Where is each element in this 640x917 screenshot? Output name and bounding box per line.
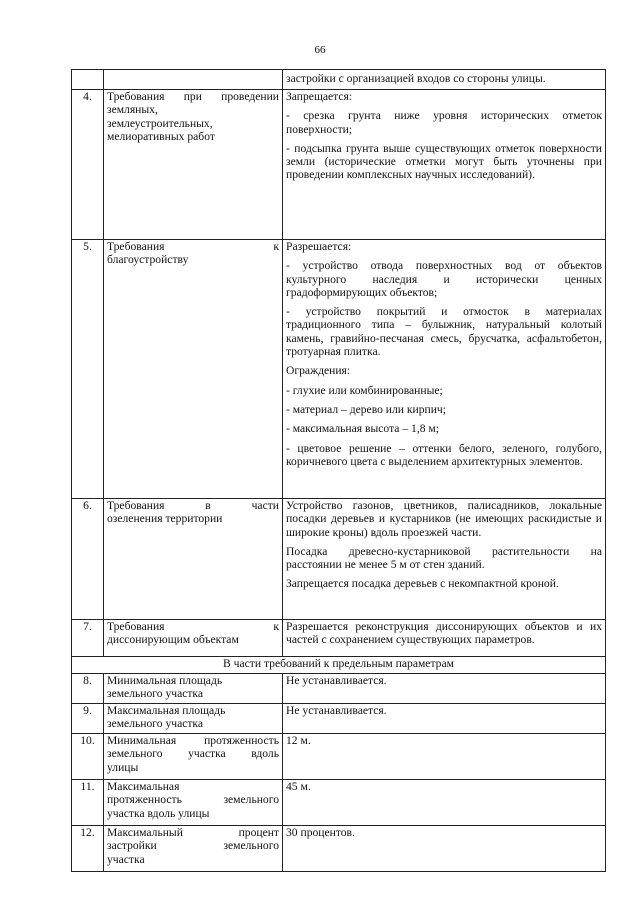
- row-number: 8.: [72, 674, 104, 704]
- requirement-name: [104, 620, 283, 657]
- requirement-value: [283, 499, 606, 620]
- table-row: [72, 780, 606, 826]
- name-line: Требования при проведении: [107, 90, 279, 103]
- value-paragraph: застройки с организацией входов со стороны улицы.: [286, 72, 546, 85]
- requirement-name: [104, 499, 283, 620]
- value-paragraph: Запрещается посадка деревьев с некомпактной кроной.: [286, 577, 559, 591]
- row-number: [72, 70, 104, 90]
- value-paragraph: Не устанавливается.: [286, 674, 387, 687]
- value-paragraph: Не устанавливается.: [286, 704, 387, 717]
- value-paragraph: Разрешается реконструкция диссонирующих объектов и их частей с сохранением существующих параметров.: [286, 620, 602, 647]
- requirement-value: [283, 780, 606, 826]
- value-paragraph: - цветовое решение – оттенки белого, зеленого, голубого, коричневого цвета с выделением архитектурных элементов.: [286, 441, 602, 468]
- name-line: Минимальная площадь: [107, 674, 223, 687]
- row-number: 10.: [72, 734, 104, 780]
- value-paragraph: Запрещается:: [286, 90, 353, 103]
- row-number: 12.: [72, 826, 104, 872]
- section-header: В части требований к предельным параметрам: [72, 657, 606, 674]
- name-line: застройки земельного: [107, 839, 279, 853]
- row-number: 9.: [72, 704, 104, 734]
- row-number: 4.: [72, 90, 104, 240]
- name-line: Максимальная площадь: [107, 704, 226, 717]
- table-row: [72, 704, 606, 734]
- table-row: [72, 240, 606, 499]
- value-paragraph: - глухие или комбинированные;: [286, 383, 443, 397]
- requirement-name: [104, 240, 283, 499]
- row-number: 6.: [72, 499, 104, 620]
- value-paragraph: 30 процентов.: [286, 826, 355, 839]
- name-line: благоустройству: [107, 253, 189, 267]
- requirement-name: [104, 780, 283, 826]
- value-paragraph: Ограждения:: [286, 364, 351, 378]
- requirement-value: [283, 704, 606, 734]
- value-paragraph: - максимальная высота – 1,8 м;: [286, 422, 439, 436]
- requirement-name: [104, 704, 283, 734]
- value-paragraph: - подсыпка грунта выше существующих отметок поверхности земли (исторические отметки могут быть уточнены при проведении комплексных научных исследований).: [286, 141, 602, 182]
- name-line: Требования в части: [107, 499, 279, 512]
- requirement-value: [283, 70, 606, 90]
- table-row: [72, 734, 606, 780]
- table-row: [72, 674, 606, 704]
- name-line: земельного участка: [107, 687, 204, 701]
- requirements-table: [71, 69, 606, 872]
- requirement-value: [283, 90, 606, 240]
- section-header-row: [72, 657, 606, 674]
- requirement-value: [283, 620, 606, 657]
- name-line: участка вдоль улицы: [107, 806, 210, 820]
- name-line: улицы: [107, 760, 139, 774]
- name-line: озеленения территории: [107, 512, 223, 526]
- name-line: мелиоративных работ: [107, 129, 215, 143]
- table-row: [72, 499, 606, 620]
- requirement-name: [104, 70, 283, 90]
- row-number: 7.: [72, 620, 104, 657]
- name-line: землеустроительных,: [107, 116, 213, 130]
- value-paragraph: Посадка древесно-кустарниковой растительности на расстоянии не менее 5 м от стен зданий.: [286, 544, 602, 572]
- name-line: Максимальная: [107, 780, 180, 793]
- name-line: Требования к: [107, 240, 279, 253]
- requirement-value: [283, 734, 606, 780]
- page-number: 66: [314, 44, 326, 56]
- requirement-value: [283, 826, 606, 872]
- name-line: диссонирующим объектам: [107, 633, 239, 647]
- table-row: [72, 70, 606, 90]
- table-row: [72, 826, 606, 872]
- name-line: Минимальная протяженность: [107, 734, 279, 747]
- requirement-value: [283, 674, 606, 704]
- name-line: земельного участка: [107, 717, 204, 731]
- name-line: Требования к: [107, 620, 279, 633]
- requirement-name: [104, 90, 283, 240]
- value-paragraph: - материал – дерево или кирпич;: [286, 402, 446, 416]
- name-line: участка: [107, 852, 145, 866]
- value-paragraph: 12 м.: [286, 734, 311, 747]
- name-line: земельного участка вдоль: [107, 747, 279, 761]
- value-paragraph: - устройство покрытий и отмосток в материалах традиционного типа – булыжник, натуральный колотый камень, гравийно-песчаная смесь, брусчатка, асфальтобетон, тротуарная плитка.: [286, 305, 602, 359]
- requirement-name: [104, 674, 283, 704]
- name-line: земляных,: [107, 103, 158, 117]
- requirement-name: [104, 734, 283, 780]
- requirement-name: [104, 826, 283, 872]
- value-paragraph: Устройство газонов, цветников, палисадников, локальные посадки деревьев и кустарников (не имеющих раскидистые и широкие кроны) вдоль проезжей части.: [286, 499, 602, 539]
- row-number: 5.: [72, 240, 104, 499]
- requirement-value: [283, 240, 606, 499]
- name-line: Максимальный процент: [107, 826, 279, 839]
- table-row: [72, 620, 606, 657]
- value-paragraph: - устройство отвода поверхностных вод от объектов культурного наследия и исторически ценных градоформирующих объектов;: [286, 259, 602, 299]
- value-paragraph: Разрешается:: [286, 240, 352, 253]
- value-paragraph: - срезка грунта ниже уровня исторических отметок поверхности;: [286, 109, 602, 136]
- name-line: протяженность земельного: [107, 793, 279, 807]
- value-paragraph: 45 м.: [286, 780, 311, 793]
- table-row: [72, 90, 606, 240]
- row-number: 11.: [72, 780, 104, 826]
